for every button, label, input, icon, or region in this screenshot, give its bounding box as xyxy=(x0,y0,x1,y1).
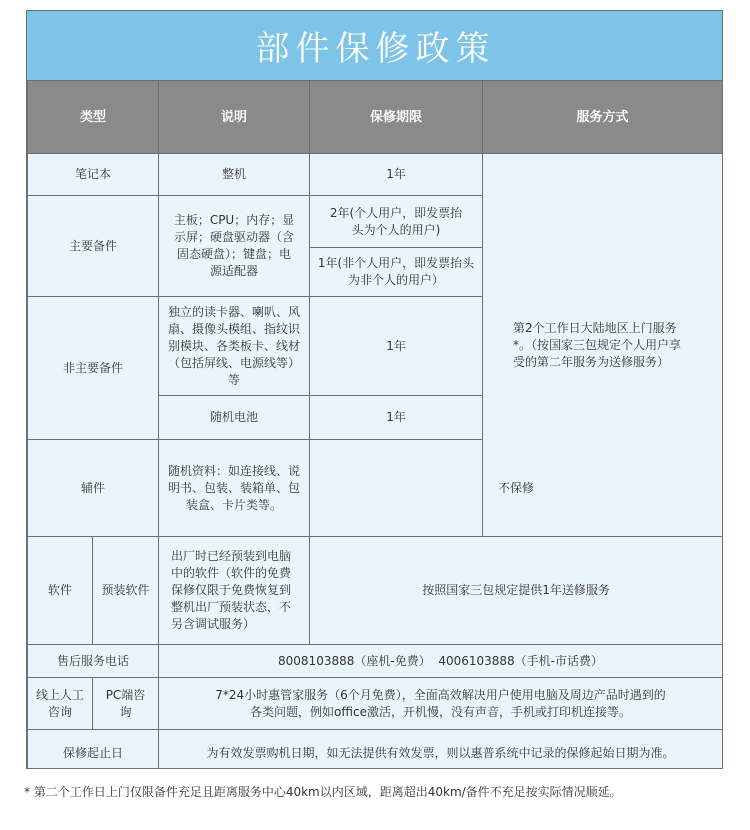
software-subtype: 预装软件 xyxy=(93,537,159,645)
main-parts-period-personal: 2年(个人用户，即发票抬头为个人的用户) xyxy=(310,196,483,248)
main-parts-period-nonpersonal: 1年(非个人用户，即发票抬头为非个人的用户） xyxy=(310,248,483,297)
page-title: 部件保修政策 xyxy=(255,29,496,69)
table-row xyxy=(28,730,723,770)
start-date-value: 为有效发票购机日期，如无法提供有效发票，则以惠普系统中记录的保修起始日期为准。 xyxy=(159,730,723,770)
header-service-method: 服务方式 xyxy=(483,81,723,154)
table-row xyxy=(28,537,723,645)
table-row xyxy=(28,440,723,537)
software-desc: 出厂时已经预装到电脑中的软件（软件的免费保修仅限于免费恢复到整机出厂预装状态，不另含调试服务） xyxy=(159,537,310,645)
main-parts-type: 主要备件 xyxy=(28,196,159,297)
software-type: 软件 xyxy=(28,537,93,645)
accessories-desc: 随机资料：如连接线、说明书、包装、装箱单、包装盒、卡片类等。 xyxy=(159,440,310,537)
battery-period: 1年 xyxy=(310,396,483,440)
battery-desc: 随机电池 xyxy=(159,396,310,440)
hotline-value: 8008103888（座机-免费） 4006103888（手机-市话费） xyxy=(159,645,723,678)
online-label: 线上人工咨询 xyxy=(28,678,93,730)
laptop-type: 笔记本 xyxy=(28,154,159,196)
warranty-table xyxy=(27,80,723,769)
online-service-line1: 7*24小时惠管家服务（6个月免费），全面高效解决用户使用电脑及周边产品时遇到的 xyxy=(215,687,666,702)
table-header-row xyxy=(28,81,723,154)
hotline-label: 售后服务电话 xyxy=(28,645,159,678)
header-description: 说明 xyxy=(159,81,310,154)
software-service: 按照国家三包规定提供1年送修服务 xyxy=(310,537,723,645)
header-warranty-period: 保修期限 xyxy=(310,81,483,154)
table-row xyxy=(28,154,723,196)
start-date-label: 保修起止日 xyxy=(28,730,159,770)
nonmain-parts-desc: 独立的读卡器、喇叭、风扇、摄像头模组、指纹识别模块、各类板卡、线材（包括屏线、电源线等）等 xyxy=(159,297,310,396)
table-row xyxy=(28,678,723,730)
title-banner xyxy=(27,11,723,80)
nonmain-parts-type: 非主要备件 xyxy=(28,297,159,440)
online-service-line2: 各类问题，例如office激活，开机慢，没有声音，手机或打印机连接等。 xyxy=(250,704,631,719)
laptop-period: 1年 xyxy=(310,154,483,196)
online-service xyxy=(159,678,723,730)
header-type: 类型 xyxy=(28,81,159,154)
main-parts-desc: 主板；CPU；内存；显示屏；硬盘驱动器（含固态硬盘）；键盘；电源适配器 xyxy=(159,196,310,297)
service-method-cell: 第2个工作日大陆地区上门服务*。（按国家三包规定个人用户享受的第二年服务为送修服务） xyxy=(483,154,723,537)
accessories-service: 不保修 xyxy=(310,440,723,537)
accessories-type: 辅件 xyxy=(28,440,159,537)
nonmain-parts-period: 1年 xyxy=(310,297,483,396)
footnote: * 第二个工作日上门仅限备件充足且距离服务中心40km以内区域，距离超出40km/备件不充足按实际情况顺延。 xyxy=(24,785,622,799)
online-sublabel: PC端咨询 xyxy=(93,678,159,730)
laptop-desc: 整机 xyxy=(159,154,310,196)
table-row xyxy=(28,645,723,678)
warranty-policy-card xyxy=(26,10,723,769)
